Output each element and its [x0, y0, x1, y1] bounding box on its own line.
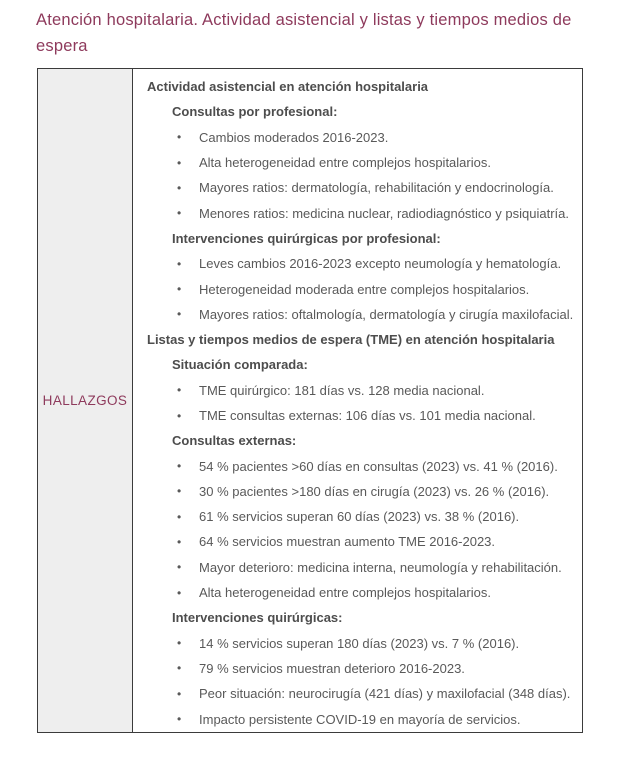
bullet-item	[147, 378, 574, 403]
bullet-text: 64 % servicios muestran aumento TME 2016-2023.	[199, 534, 496, 550]
bullet-text: Menores ratios: medicina nuclear, radiodiagnóstico y psiquiatría.	[199, 205, 569, 221]
bullet-icon: •	[177, 206, 182, 221]
section-heading: Actividad asistencial en atención hospitalaria	[147, 79, 429, 95]
bullet-item	[147, 631, 574, 656]
bullet-icon: •	[177, 256, 182, 271]
bullet-icon: •	[177, 636, 182, 651]
bullet-text: Cambios moderados 2016-2023.	[199, 129, 389, 145]
bullet-item	[147, 529, 574, 554]
section-heading: Listas y tiempos medios de espera (TME) en atención hospitalaria	[147, 332, 555, 348]
bullet-icon: •	[177, 534, 182, 549]
bullet-text: Mayores ratios: dermatología, rehabilitación y endocrinología.	[199, 180, 554, 196]
bullet-item	[147, 706, 574, 731]
bullet-text: Alta heterogeneidad entre complejos hospitalarios.	[199, 155, 491, 171]
findings-table	[37, 68, 583, 733]
bullet-text: Alta heterogeneidad entre complejos hospitalarios.	[199, 585, 491, 601]
bullet-text: Peor situación: neurocirugía (421 días) y maxilofacial (348 días).	[199, 686, 571, 702]
bullet-text: Impacto persistente COVID-19 en mayoría de servicios.	[199, 711, 521, 727]
bullet-text: Leves cambios 2016-2023 excepto neumología y hematología.	[199, 256, 562, 272]
bullet-item	[147, 656, 574, 681]
bullet-item	[147, 200, 574, 225]
bullet-item	[147, 504, 574, 529]
bullet-text: 54 % pacientes >60 días en consultas (2023) vs. 41 % (2016).	[199, 458, 558, 474]
bullet-item	[147, 681, 574, 706]
bullet-item	[147, 479, 574, 504]
subsection-heading: Consultas por profesional:	[172, 104, 338, 120]
findings-content	[133, 69, 582, 732]
bullet-text: Mayor deterioro: medicina interna, neumología y rehabilitación.	[199, 559, 562, 575]
bullet-text: Heterogeneidad moderada entre complejos hospitalarios.	[199, 281, 530, 297]
page-title: Atención hospitalaria. Actividad asistencial y listas y tiempos medios de espera	[36, 11, 572, 55]
bullet-icon: •	[177, 560, 182, 575]
bullet-text: 61 % servicios superan 60 días (2023) vs. 38 % (2016).	[199, 509, 520, 525]
bullet-icon: •	[177, 509, 182, 524]
bullet-icon: •	[177, 180, 182, 195]
bullet-item	[147, 125, 574, 150]
bullet-icon: •	[177, 585, 182, 600]
bullet-item	[147, 453, 574, 478]
bullet-icon: •	[177, 130, 182, 145]
bullet-item	[147, 276, 574, 301]
bullet-icon: •	[177, 484, 182, 499]
bullet-item	[147, 403, 574, 428]
subsection-heading: Intervenciones quirúrgicas por profesional:	[172, 230, 441, 246]
subsection-heading: Intervenciones quirúrgicas:	[172, 610, 343, 626]
bullet-text: 30 % pacientes >180 días en cirugía (2023) vs. 26 % (2016).	[199, 483, 550, 499]
bullet-icon: •	[177, 307, 182, 322]
subsection-heading: Situación comparada:	[172, 357, 308, 373]
bullet-icon: •	[177, 661, 182, 676]
bullet-item	[147, 251, 574, 276]
bullet-text: TME quirúrgico: 181 días vs. 128 media nacional.	[199, 382, 485, 398]
bullet-icon: •	[177, 282, 182, 297]
bullet-text: TME consultas externas: 106 días vs. 101 media nacional.	[199, 408, 536, 423]
bullet-text: Mayores ratios: oftalmología, dermatología y cirugía maxilofacial.	[199, 306, 574, 322]
bullet-item	[147, 580, 574, 605]
bullet-text: 79 % servicios muestran deterioro 2016-2023.	[199, 660, 465, 676]
bullet-item	[147, 175, 574, 200]
findings-label: HALLAZGOS	[42, 393, 128, 408]
bullet-icon: •	[177, 712, 182, 727]
bullet-text: 14 % servicios superan 180 días (2023) vs. 7 % (2016).	[199, 635, 520, 651]
bullet-icon: •	[177, 383, 182, 398]
bullet-icon: •	[177, 459, 182, 474]
bullet-item	[147, 555, 574, 580]
bullet-item	[147, 302, 574, 327]
findings-label-cell	[38, 69, 133, 732]
bullet-icon: •	[177, 408, 182, 423]
subsection-heading: Consultas externas:	[172, 433, 297, 449]
bullet-icon: •	[177, 155, 182, 170]
bullet-icon: •	[177, 686, 182, 701]
bullet-item	[147, 150, 574, 175]
